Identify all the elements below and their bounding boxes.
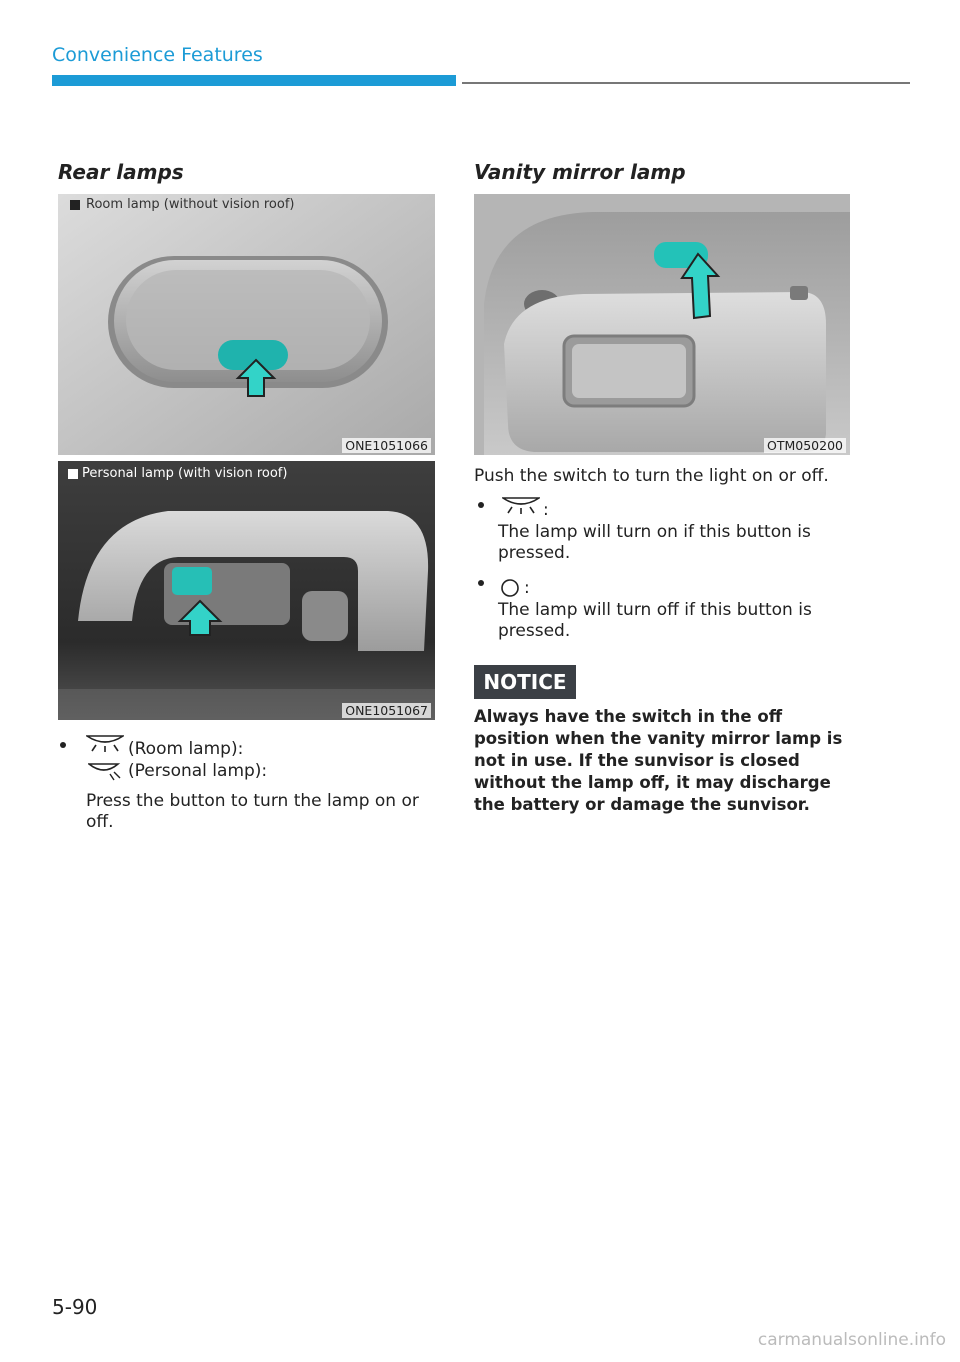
notice-badge: NOTICE <box>474 665 576 699</box>
personal-lamp-icon <box>88 758 124 786</box>
lamp-on-colon: : <box>543 500 549 520</box>
notice-text: Always have the switch in the off position when the vanity mirror lamp is not in use. If the sunvisor is closed without the lamp off, it may discharge the battery or damage the sunvisor. <box>474 707 843 814</box>
personal-lamp-figure <box>58 461 435 720</box>
lamp-off-colon: : <box>524 578 530 598</box>
page-number: 5-90 <box>52 1295 98 1319</box>
caption-square-icon <box>70 200 80 210</box>
lamp-on-text: The lamp will turn on if this button is pressed. <box>498 522 811 563</box>
bullet <box>60 742 66 748</box>
section-header: Convenience Features <box>52 44 263 66</box>
rear-lamps-instruction: Press the button to turn the lamp on or off. <box>86 791 419 832</box>
room-lamp-figure <box>58 194 435 455</box>
bullet <box>478 502 484 508</box>
vanity-intro: Push the switch to turn the light on or off. <box>474 466 829 486</box>
vanity-mirror-title: Vanity mirror lamp <box>474 160 686 184</box>
room-lamp-label: (Room lamp): <box>128 739 244 759</box>
vanity-mirror-figure <box>474 194 850 455</box>
lamp-off-icon <box>500 578 520 602</box>
personal-lamp-figure-code: ONE1051067 <box>342 703 431 718</box>
room-lamp-figure-code: ONE1051066 <box>342 438 431 453</box>
personal-lamp-label: (Personal lamp): <box>128 761 268 781</box>
vanity-mirror-figure-code: OTM050200 <box>764 438 846 453</box>
header-rule-accent <box>52 75 456 86</box>
lamp-off-text: The lamp will turn off if this button is pressed. <box>498 600 812 641</box>
lamp-on-icon <box>502 494 540 518</box>
watermark: carmanualsonline.info <box>757 1330 946 1350</box>
bullet <box>478 580 484 586</box>
personal-lamp-caption: Personal lamp (with vision roof) <box>82 466 288 481</box>
rear-lamps-title: Rear lamps <box>58 160 184 184</box>
room-lamp-icon <box>86 732 124 756</box>
caption-square-icon <box>68 469 78 479</box>
room-lamp-caption: Room lamp (without vision roof) <box>86 197 295 212</box>
header-rule <box>462 82 910 84</box>
